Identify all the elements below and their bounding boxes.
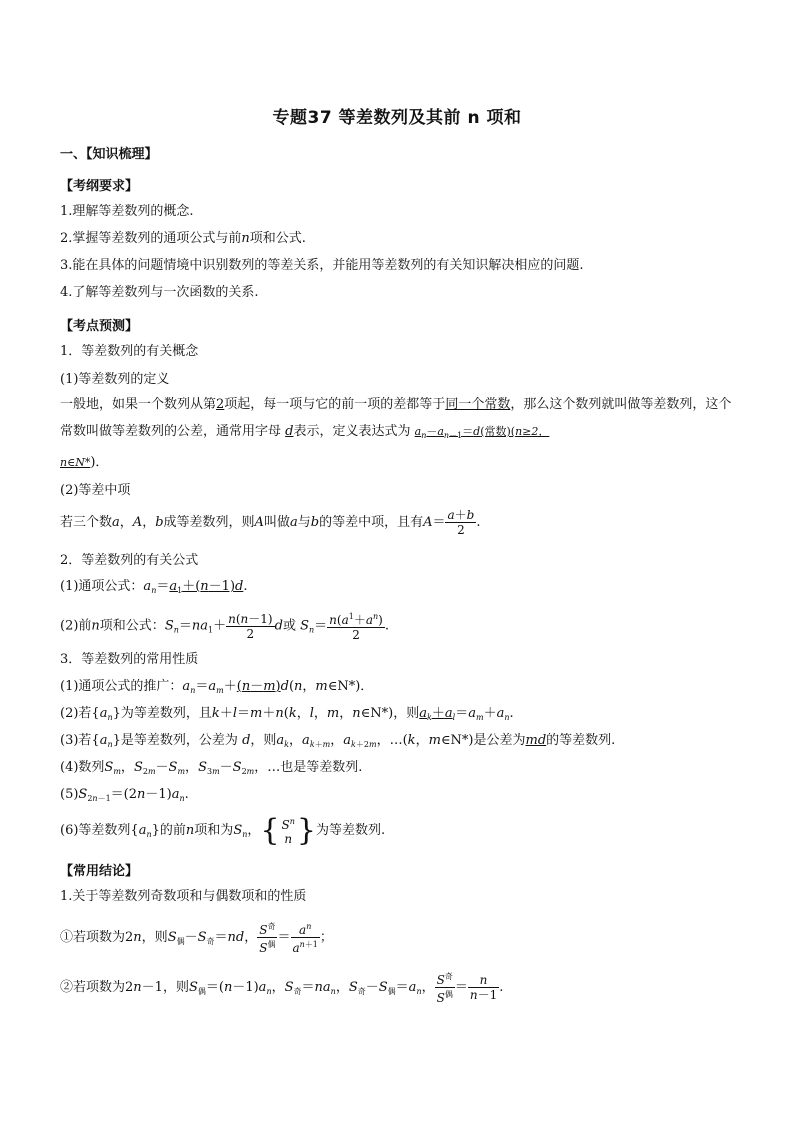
kaodian-section-1: 1．等差数列的有关概念 [60, 344, 199, 359]
kaodian-section-2: 2．等差数列的有关公式 [60, 553, 199, 568]
property-4: (4)数列$S_m$，$S_{2m}-S_m$，$S_{3m}-S_{2m}$，…也是等差数列. [60, 760, 363, 776]
property-2: (2)若$\{a_n\}$为等差数列，且k＋l＝m＋n(k，l，m，n∈N*)，则$a_k+a_l=a_m+a_n$. [60, 706, 514, 722]
middle-term-text: 若三个数a，A，b成等差数列，则A叫做a与b的等差中项，且有A＝ $\frac{a+b}{2}$ . [60, 508, 481, 537]
section-heading-knowledge: 一、【知识梳理】 [60, 147, 158, 162]
heading-changyong: 【常用结论】 [60, 864, 139, 879]
property-3: (3)若$\{a_n\}$是等差数列，公差为 d，则$a_k$，$a_{k+m}$，$a_{k+2m}$，…(k，m∈N*)是公差为md的等差数列. [60, 733, 616, 749]
formula-general-term: (1)通项公式：$a_n=a_1+(n-1)d$. [60, 579, 248, 595]
kaodian-def-heading: (1)等差数列的定义 [60, 372, 170, 387]
heading-kaogang: 【考纲要求】 [60, 179, 139, 194]
kaogang-item-2: 2.掌握等差数列的通项公式与前n项和公式. [60, 231, 306, 246]
property-6: (6)等差数列$\{a_n\}$的前n项和为$S_n$，{ $S^n$ n }为等差数列. [60, 812, 386, 848]
kaogang-item-3: 3.能在具体的问题情境中识别数列的等差关系，并能用等差数列的有关知识解决相应的问题. [60, 258, 584, 273]
definition-paragraph: 一般地，如果一个数列从第2项起，每一项与它的前一项的差都等于同一个常数，那么这个数列就叫做等差数列，这个常数叫做等差数列的公差，通常用字母 d表示，定义表达式为 $a_n-a_{n-1}=d$(常数)(n≥2， n∈N*)． [60, 397, 732, 470]
kaodian-middle-heading: (2)等差中项 [60, 483, 131, 498]
page-title: 专题37 等差数列及其前 n 项和 [272, 108, 522, 128]
kaogang-item-4: 4.了解等差数列与一次函数的关系. [60, 285, 259, 300]
conclusion-1b: ②若项数为2n－1，则$S_偶=(n-1)a_n$，$S_奇=na_n$，$S_奇-S_偶=a_n$， $\frac{S^奇}{S^偶}$ ＝ $\frac{n}{n-1}$ . [60, 972, 504, 1005]
heading-kaodian: 【考点预测】 [60, 319, 139, 334]
property-1: (1)通项公式的推广：$a_n=a_m+(n-m)d(n$，m∈N*)． [60, 679, 374, 695]
property-5: $(5)S_{2n-1}=(2n-1)a_n$. [60, 787, 189, 803]
conclusion-1: 1.关于等差数列奇数项和与偶数项和的性质 [60, 889, 307, 904]
formula-partial-sum: (2)前n项和公式：$S_n=na_1+$ $\frac{n(n-1)}{2}$ d或 $S_n=$ $\frac{n(a^1+a^n)}{2}$ . [60, 611, 389, 642]
conclusion-1a: ①若项数为2n，则$S_偶-S_奇=nd$， $\frac{S^奇}{S^偶}$ ＝ $\frac{a^n}{a^{n+1}}$ ； [60, 922, 333, 955]
kaodian-section-3: 3．等差数列的常用性质 [60, 652, 199, 667]
kaogang-item-1: 1.理解等差数列的概念. [60, 204, 194, 219]
